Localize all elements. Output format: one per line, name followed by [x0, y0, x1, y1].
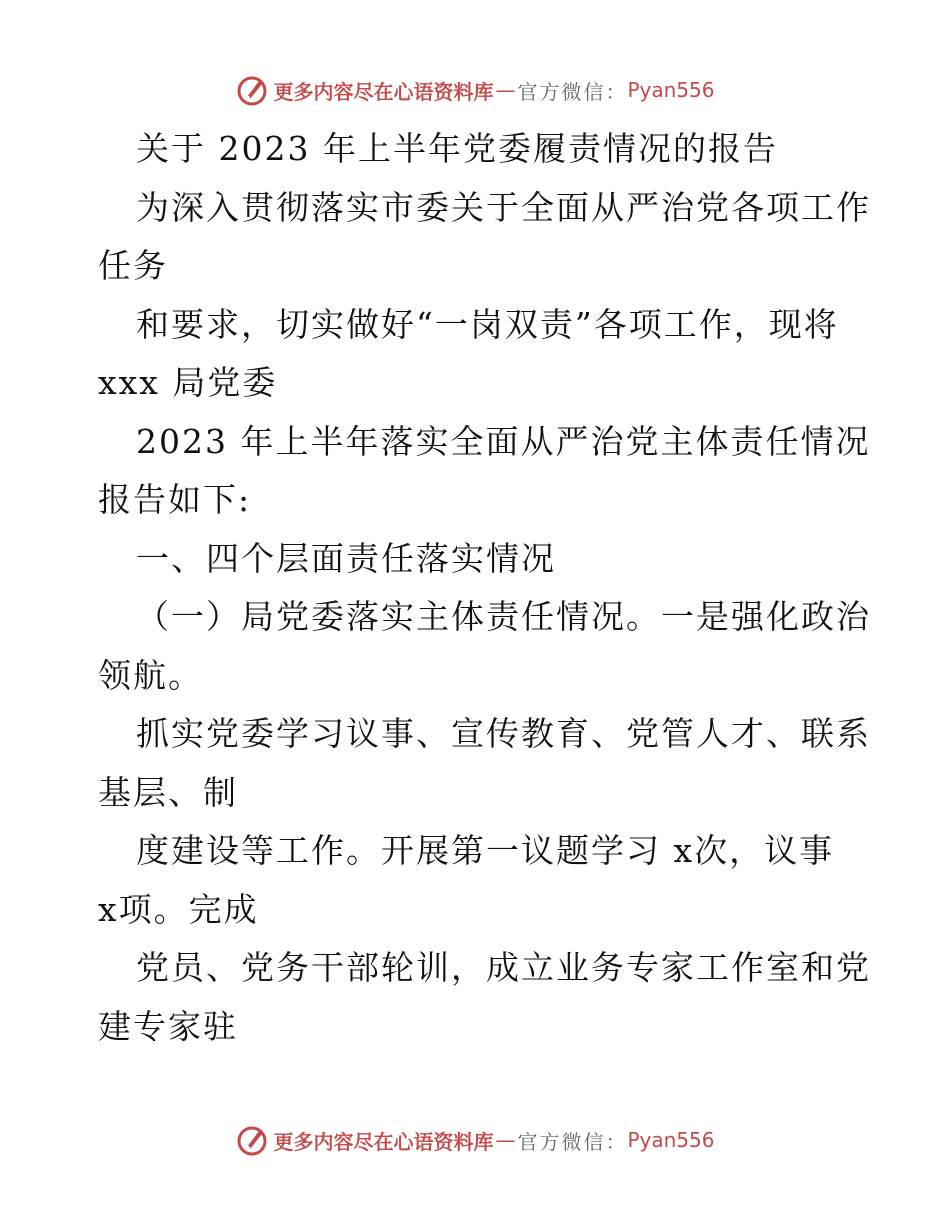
banner-main-text: 更多内容尽在心语资料库	[273, 79, 494, 104]
document-body	[98, 120, 871, 1056]
text-line: 为深入贯彻落实市委关于全面从严治党各项工作	[136, 187, 871, 227]
text-line: 报告如下:	[98, 480, 252, 519]
text-line: 2023 年上半年落实全面从严治党主体责任情况	[136, 421, 871, 461]
subsection-heading: （一）局党委落实主体责任情况。一是强化政治	[136, 597, 871, 636]
text-line: 度建设等工作。开展第一议题学习 x次，议事	[136, 831, 835, 870]
banner-sub-text: 官方微信：	[517, 79, 628, 104]
banner-wechat-id: Pyan556	[627, 1128, 715, 1152]
text-line: 和要求，切实做好“一岗双责”各项工作，现将	[136, 304, 839, 344]
text-line: 党员、党务干部轮训，成立业务专家工作室和党	[136, 948, 871, 987]
banner-dash: —	[495, 1128, 516, 1152]
text-line: xxx 局党委	[98, 363, 278, 402]
pen-nib-circle-icon	[235, 73, 269, 107]
text-line: 抓实党委学习议事、宣传教育、党管人才、联系	[136, 714, 871, 753]
text-line: 任务	[98, 246, 168, 285]
banner-wechat-id: Pyan556	[627, 78, 715, 102]
text-line: 领航。	[98, 655, 203, 695]
banner-sub-text: 官方微信：	[517, 1129, 628, 1154]
text-line: 基层、制	[98, 772, 238, 812]
document-title: 关于 2023 年上半年党委履责情况的报告	[136, 129, 778, 168]
banner-dash: —	[495, 78, 516, 102]
text-line: x项。完成	[98, 889, 259, 929]
section-heading: 一、四个层面责任落实情况	[136, 538, 556, 578]
header-banner	[0, 70, 950, 110]
footer-banner	[0, 1120, 950, 1160]
pen-nib-circle-icon	[235, 1123, 269, 1157]
banner-main-text: 更多内容尽在心语资料库	[273, 1129, 494, 1154]
text-line: 建专家驻	[98, 1006, 238, 1046]
